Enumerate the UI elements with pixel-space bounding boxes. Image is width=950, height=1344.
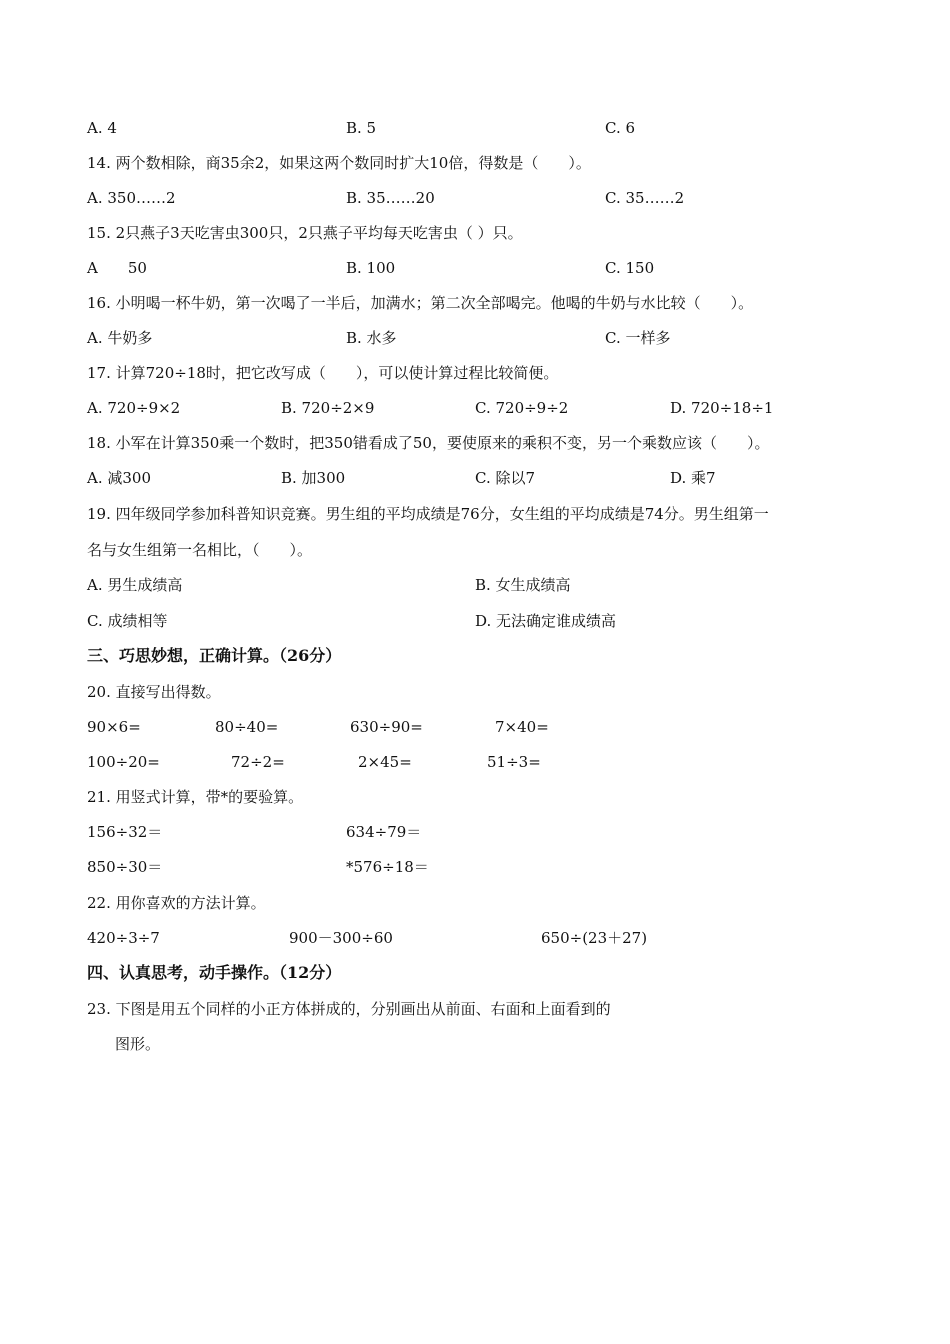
q18-option-c: C. 除以7 (475, 469, 536, 487)
q22-item: 900－300÷60 (289, 929, 393, 947)
q20-item: 72÷2= (231, 753, 285, 771)
section-4-title: 四、认真思考，动手操作。（12分） (87, 963, 342, 982)
q17-option-a: A. 720÷9×2 (87, 399, 181, 417)
q13-option-b: B. 5 (346, 119, 377, 137)
q20-item: 2×45= (358, 753, 412, 771)
q18-option-b: B. 加300 (281, 469, 346, 487)
q21-item: *576÷18＝ (346, 858, 429, 876)
q22-item: 650÷(23＋27) (541, 929, 648, 947)
q17-option-d: D. 720÷18÷1 (670, 399, 774, 417)
q17-option-b: B. 720÷2×9 (281, 399, 375, 417)
q16-option-b: B. 水多 (346, 329, 397, 347)
q14-option-b: B. 35……20 (346, 189, 435, 207)
question-19-line-1: 19. 四年级同学参加科普知识竞赛。男生组的平均成绩是76分，女生组的平均成绩是74分。男生组第一 (87, 505, 769, 523)
q18-option-a: A. 减300 (87, 469, 151, 487)
q19-option-c: C. 成绩相等 (87, 612, 168, 630)
q15-option-a: A 50 (87, 259, 147, 277)
q15-option-b: B. 100 (346, 259, 396, 277)
q16-option-a: A. 牛奶多 (87, 329, 153, 347)
q19-option-a: A. 男生成绩高 (87, 576, 183, 594)
question-19-line-2: 名与女生组第一名相比，（ ）。 (87, 541, 313, 559)
question-20: 20. 直接写出得数。 (87, 683, 221, 701)
q21-item: 156÷32＝ (87, 823, 163, 841)
q22-item: 420÷3÷7 (87, 929, 160, 947)
question-18: 18. 小军在计算350乘一个数时，把350错看成了50，要使原来的乘积不变，另一个乘数应该（ ）。 (87, 434, 770, 452)
question-23-line-1: 23. 下图是用五个同样的小正方体拼成的，分别画出从前面、右面和上面看到的 (87, 1000, 611, 1018)
section-3-title: 三、巧思妙想，正确计算。（26分） (87, 646, 342, 665)
q17-option-c: C. 720÷9÷2 (475, 399, 569, 417)
q19-option-d: D. 无法确定谁成绩高 (475, 612, 617, 630)
q20-item: 51÷3= (487, 753, 541, 771)
q15-option-c: C. 150 (605, 259, 655, 277)
q16-option-c: C. 一样多 (605, 329, 671, 347)
question-16: 16. 小明喝一杯牛奶，第一次喝了一半后，加满水；第二次全部喝完。他喝的牛奶与水比较（ ）。 (87, 294, 754, 312)
question-23-line-2: 图形。 (115, 1035, 161, 1053)
q21-item: 634÷79＝ (346, 823, 422, 841)
q20-item: 630÷90= (350, 718, 423, 736)
q21-item: 850÷30＝ (87, 858, 163, 876)
question-14: 14. 两个数相除，商35余2，如果这两个数同时扩大10倍，得数是（ ）。 (87, 154, 591, 172)
q18-option-d: D. 乘7 (670, 469, 716, 487)
question-22: 22. 用你喜欢的方法计算。 (87, 894, 266, 912)
q20-item: 100÷20= (87, 753, 160, 771)
q13-option-c: C. 6 (605, 119, 636, 137)
q14-option-c: C. 35……2 (605, 189, 685, 207)
question-17: 17. 计算720÷18时，把它改写成（ ），可以使计算过程比较简便。 (87, 364, 559, 382)
q19-option-b: B. 女生成绩高 (475, 576, 571, 594)
q20-item: 80÷40= (215, 718, 279, 736)
q13-option-a: A. 4 (87, 119, 117, 137)
q20-item: 7×40= (495, 718, 549, 736)
q20-item: 90×6= (87, 718, 141, 736)
q14-option-a: A. 350……2 (87, 189, 176, 207)
question-21: 21. 用竖式计算，带*的要验算。 (87, 788, 304, 806)
question-15: 15. 2只燕子3天吃害虫300只，2只燕子平均每天吃害虫（ ）只。 (87, 224, 523, 242)
